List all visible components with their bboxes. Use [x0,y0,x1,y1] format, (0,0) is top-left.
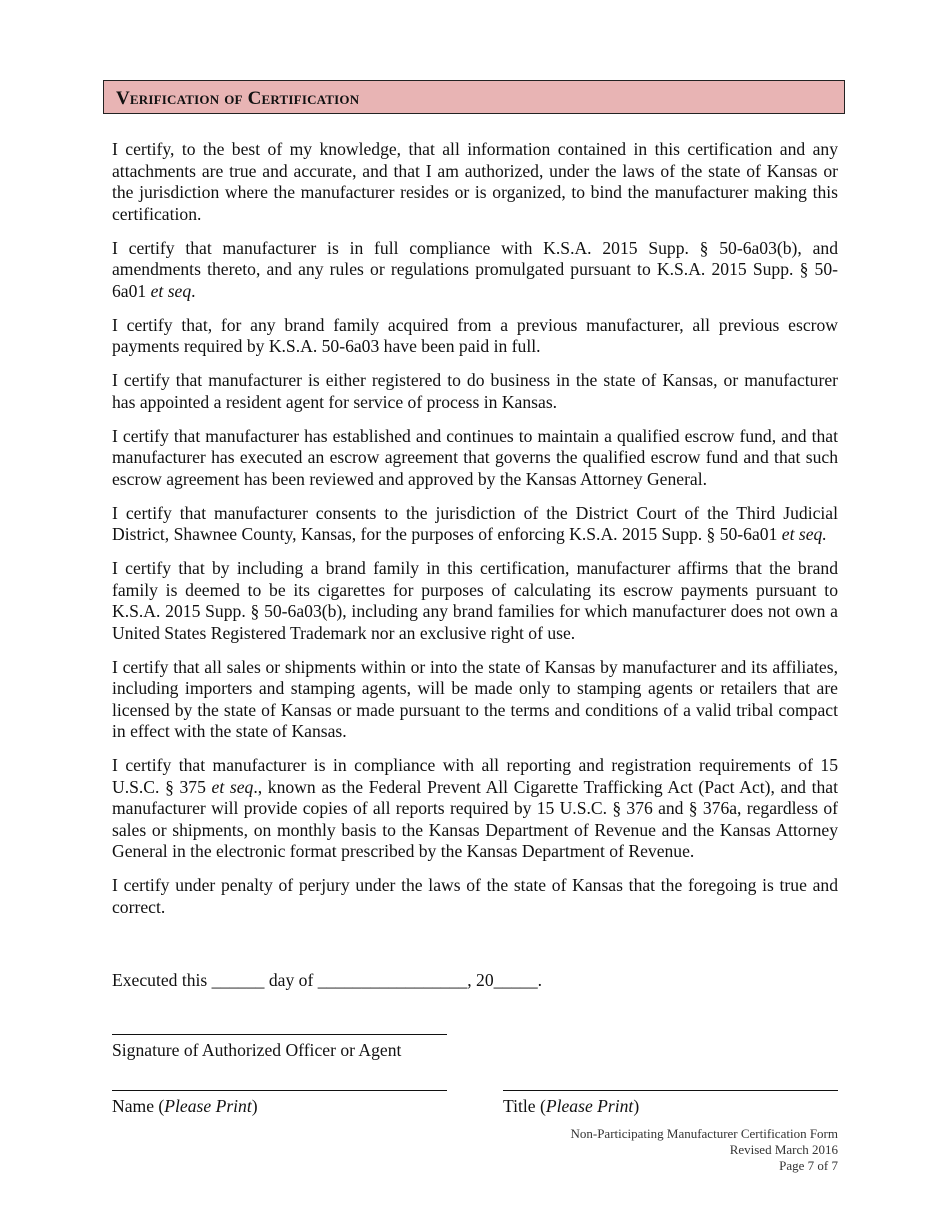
title-label-close: ) [633,1096,640,1116]
title-label-text: Title ( [503,1096,546,1116]
section-header [103,80,845,114]
paragraph-perjury: I certify under penalty of perjury under the laws of the state of Kansas that the foregoing is true and correct. [112,875,838,917]
name-label-hint: Please Print [164,1096,252,1116]
page-footer [570,1126,838,1174]
paragraph-registration: I certify that manufacturer is either registered to do business in the state of Kansas, or manufacturer has appointed a resident agent for service of process in Kansas. [112,370,838,412]
name-line[interactable] [112,1090,447,1091]
paragraph-pact-act [112,755,838,863]
title-line[interactable] [503,1090,838,1091]
name-label [112,1096,258,1118]
paragraph-text: I certify that manufacturer is in compliance with all reporting and registration requirements of 15 U.S.C. § 375 [112,755,838,797]
signature-line[interactable] [112,1034,447,1035]
paragraph-compliance [112,238,838,303]
certification-body [112,139,838,931]
paragraph-brand-family: I certify that by including a brand family in this certification, manufacturer affirms that the brand family is deemed to be its cigarettes for purposes of calculating its escrow payments pursuant to K.S.A. 2015 Supp. § 50-6a03(b), including any brand families for which manufacturer does not own a United States Registered Trademark nor an exclusive right of use. [112,558,838,643]
paragraph-italic: et seq [150,280,192,301]
paragraph-sales: I certify that all sales or shipments within or into the state of Kansas by manufacturer and its affiliates, including importers and stamping agents, will be made only to stamping agents or retailers that are licensed by the state of Kansas or made pursuant to the terms and conditions of a valid tribal compact in effect with the state of Kansas. [112,656,838,741]
footer-page-number: Page 7 of 7 [779,1158,838,1173]
name-label-close: ) [251,1096,258,1116]
title-label [503,1096,639,1118]
paragraph-escrow-fund: I certify that manufacturer has established and continues to maintain a qualified escrow fund, and that manufacturer has executed an escrow agreement that governs the qualified escrow fund and that such escrow agreement has been reviewed and approved by the Kansas Attorney General. [112,425,838,489]
paragraph-text: . [191,280,196,301]
paragraph-jurisdiction [112,503,838,546]
paragraph-accuracy: I certify, to the best of my knowledge, that all information contained in this certification and any attachments are true and accurate, and that I am authorized, under the laws of the state of Kansas or the jurisdiction where the manufacturer resides or is organized, to bind the manufacturer making this certification. [112,139,838,224]
footer-revision: Revised March 2016 [729,1142,838,1157]
name-label-text: Name ( [112,1096,165,1116]
paragraph-escrow-payments: I certify that, for any brand family acquired from a previous manufacturer, all previous escrow payments required by K.S.A. 50-6a03 have been paid in full. [112,314,838,356]
paragraph-italic: et seq [211,776,254,797]
paragraph-text: ., known as the Federal Prevent All Cigarette Trafficking Act (Pact Act), and that manufacturer will provide copies of all reports required by 15 U.S.C. § 376 and § 376a, regardless of sales or shipments, on monthly basis to the Kansas Department of Revenue and the Kansas Attorney General in the electronic format prescribed by the Kansas Department of Revenue. [112,776,838,861]
paragraph-italic: et seq. [781,524,827,544]
paragraph-text: I certify that manufacturer is in full compliance with K.S.A. 2015 Supp. § 50-6a03(b), and amendments thereto, and any rules or regulations promulgated pursuant to K.S.A. 2015 Supp. § 50-6a01 [112,237,838,301]
paragraph-text: I certify that manufacturer consents to the jurisdiction of the District Court of the Third Judicial District, Shawnee County, Kansas, for the purposes of enforcing K.S.A. 2015 Supp. § 50-6a01 [112,502,838,544]
section-title: Verification of Certification [116,88,360,109]
executed-date-line[interactable]: Executed this ______ day of _________________, 20_____. [112,970,543,990]
signature-label: Signature of Authorized Officer or Agent [112,1040,402,1060]
footer-form-name: Non-Participating Manufacturer Certification Form [570,1126,838,1141]
title-label-hint: Please Print [545,1096,634,1116]
